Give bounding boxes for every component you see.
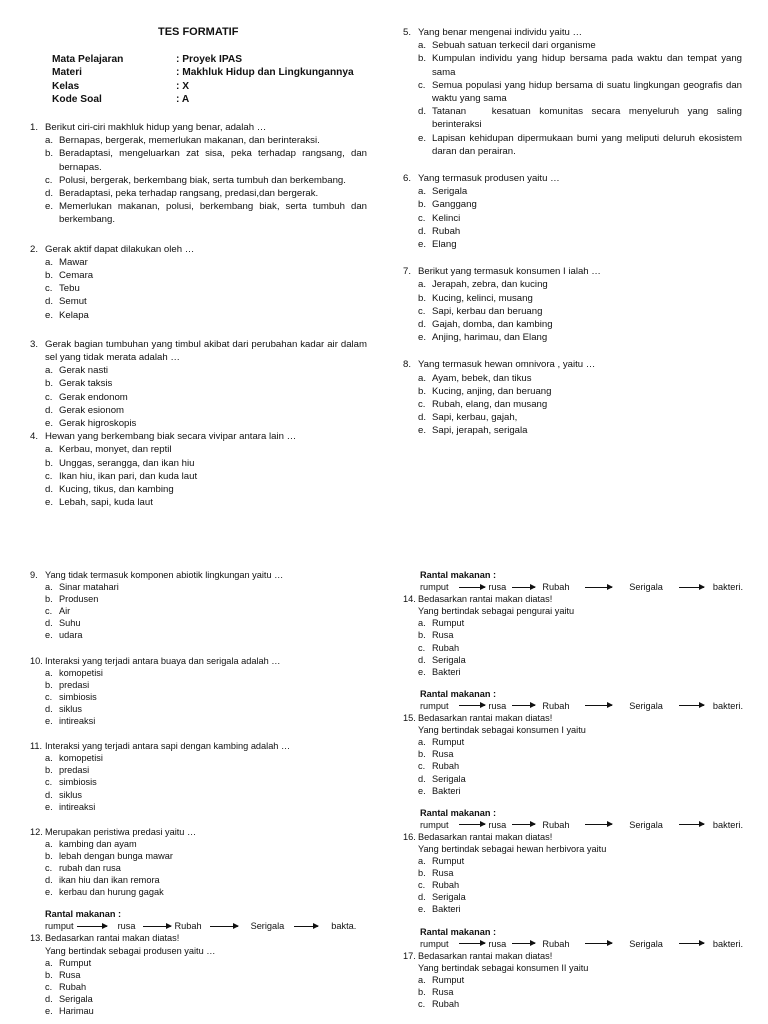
option-a: a. Mawar bbox=[45, 256, 88, 268]
food-chain-heading: Rantal makanan : bbox=[45, 909, 122, 920]
page-2 bbox=[0, 555, 768, 1024]
option-a: a. Serigala bbox=[418, 186, 468, 198]
option-c: c. Semua populasi yang hidup bersama di suatu lingkungan geografis dan waktu yang sama bbox=[418, 79, 742, 105]
chain-item-serigala: Serigala bbox=[250, 921, 285, 932]
chain-item-rumput: rumput bbox=[420, 700, 449, 711]
option-d: d. Tatanan kesatuan komunitas secara menyeluruh yang saling berinteraksi bbox=[418, 106, 745, 131]
option-a: a. komopetisi bbox=[45, 667, 103, 678]
option-d: d. Serigala bbox=[45, 993, 93, 1004]
option-d: d. Gerak esionom bbox=[45, 404, 125, 416]
option-d: d. Kucing, tikus, dan kambing bbox=[45, 484, 174, 496]
option-d: d. ikan hiu dan ikan remora bbox=[45, 875, 160, 886]
arrow-right-icon bbox=[459, 943, 486, 944]
arrow-right-icon bbox=[585, 587, 612, 588]
option-a: a. Rumput bbox=[418, 974, 465, 985]
option-b: b. Beradaptasi, mengeluarkan zat sisa, peka terhadap rangsang, dan bernapas. bbox=[45, 148, 367, 173]
option-c: c. Polusi, bergerak, berkembang biak, serta tumbuh dan berkembang. bbox=[45, 174, 346, 186]
chain-item-bakteri: bakteri. bbox=[712, 700, 744, 711]
option-d: d. Suhu bbox=[45, 618, 81, 629]
option-c: c. Sapi, kerbau dan beruang bbox=[418, 305, 543, 317]
chain-item-bakteri: bakteri. bbox=[712, 819, 744, 830]
option-d: d. siklus bbox=[45, 789, 82, 800]
page1-left-column bbox=[30, 121, 367, 509]
option-e: e. Memerlukan makanan, polusi, berkembang biak, serta tumbuh dan berkembang. bbox=[45, 201, 367, 226]
options bbox=[418, 185, 742, 251]
chain-item-bakteri: bakteri. bbox=[712, 938, 744, 949]
option-b: b. Kucing, kelinci, musang bbox=[418, 292, 533, 304]
options bbox=[418, 39, 745, 158]
option-d: d. Semut bbox=[45, 296, 87, 308]
option-e: e. Elang bbox=[418, 239, 457, 251]
arrow-right-icon bbox=[512, 943, 535, 944]
food-chain bbox=[420, 581, 743, 593]
option-a: a. kambing dan ayam bbox=[45, 838, 137, 849]
option-d: d. Sapi, kerbau, gajah, bbox=[418, 412, 518, 424]
arrow-right-icon bbox=[585, 705, 612, 706]
arrow-right-icon bbox=[294, 926, 318, 927]
question-7: 7. Berikut yang termasuk konsumen I ialah … a. Jerapah, zebra, dan kucing b. Kucing, kelinci, musang c. Sapi, kerbau dan beruang d. Gajah, domba, dan kambing e. Anjing, harimau, dan Elang bbox=[403, 265, 742, 344]
food-chain bbox=[420, 938, 743, 950]
food-chain bbox=[420, 700, 743, 712]
chain-item-rumput: rumput bbox=[420, 582, 449, 593]
option-d: d. siklus bbox=[45, 703, 82, 714]
arrow-right-icon bbox=[679, 943, 704, 944]
food-chain-block bbox=[420, 807, 743, 831]
option-d: d. Serigala bbox=[418, 654, 466, 665]
chain-item-rusa: rusa bbox=[488, 938, 507, 949]
chain-item-rumput: rumput bbox=[420, 938, 449, 949]
food-chain-heading: Rantal makanan : bbox=[420, 926, 497, 937]
chain-item-rusa: rusa bbox=[488, 819, 507, 830]
chain-item-rumput: rumput bbox=[420, 819, 449, 830]
option-e: e. Sapi, jerapah, serigala bbox=[418, 425, 528, 437]
option-a: a. komopetisi bbox=[45, 753, 103, 764]
option-e: e. Lebah, sapi, kuda laut bbox=[45, 497, 153, 509]
chain-item-rubah: Rubah bbox=[542, 700, 570, 711]
option-b: b. Kumpulan individu yang hidup bersama pada waktu dan tempat yang sama bbox=[418, 53, 742, 78]
options bbox=[45, 957, 370, 1017]
arrow-right-icon bbox=[459, 705, 486, 706]
chain-item-serigala: Serigala bbox=[629, 582, 663, 593]
option-e: e. Bakteri bbox=[418, 904, 461, 915]
option-a: a. Jerapah, zebra, dan kucing bbox=[418, 279, 548, 291]
options bbox=[45, 838, 370, 898]
options bbox=[45, 134, 367, 226]
info-row-material: Materi : Makhluk Hidup dan Lingkungannya bbox=[52, 67, 354, 79]
options bbox=[45, 581, 370, 641]
test-info bbox=[52, 53, 354, 107]
option-e: e. Harimau bbox=[45, 1006, 94, 1016]
option-c: c. Gerak endonom bbox=[45, 391, 128, 403]
option-a: a. Kerbau, monyet, dan reptil bbox=[45, 444, 172, 456]
chain-item-rubah: Rubah bbox=[542, 819, 570, 830]
option-b: b. predasi bbox=[45, 765, 90, 776]
question-15: 15. Bedasarkan rantai makan diatas! Yang bertindak sebagai konsumen I yaitu a. Rumput b. Rusa c. Rubah d. Serigala e. Bakteri bbox=[403, 712, 743, 797]
option-e: e. udara bbox=[45, 630, 83, 641]
option-b: b. Ganggang bbox=[418, 199, 477, 211]
option-b: b. Gerak taksis bbox=[45, 378, 113, 390]
option-b: b. Rusa bbox=[418, 868, 454, 879]
food-chain bbox=[420, 819, 743, 831]
question-1: 1. Berikut ciri-ciri makhluk hidup yang benar, adalah … a. Bernapas, bergerak, memerlukan makanan, dan berinteraksi. b. Beradaptasi, mengeluarkan zat sisa, peka terhadap rangsang, dan bernapas. c. Polusi, bergerak, berkembang biak, serta tumbuh dan berkembang. d. Beradaptasi, peka terhadap rangsang, predasi,dan bergerak. e. Memerlukan makanan, polusi, berkembang biak, serta tumbuh dan berkembang. bbox=[30, 122, 367, 226]
option-a: a. Rumput bbox=[45, 957, 92, 968]
question-6: 6. Yang termasuk produsen yaitu … a. Serigala b. Ganggang c. Kelinci d. Rubah e. Elang bbox=[403, 172, 742, 251]
question-9: 9. Yang tidak termasuk komponen abiotik lingkungan yaitu … a. Sinar matahari b. Produsen c. Air d. Suhu e. udara bbox=[30, 569, 370, 642]
option-d: d. Gajah, domba, dan kambing bbox=[418, 319, 553, 331]
option-d: d. Rubah bbox=[418, 225, 461, 237]
chain-item-bakteri: bakteri. bbox=[712, 582, 744, 593]
arrow-right-icon bbox=[679, 824, 704, 825]
food-chain bbox=[45, 920, 370, 932]
arrow-right-icon bbox=[143, 926, 171, 927]
chain-item-rubah: Rubah bbox=[542, 582, 570, 593]
option-b: b. Rusa bbox=[418, 630, 454, 641]
chain-item-rubah: Rubah bbox=[174, 921, 202, 932]
options bbox=[45, 443, 367, 509]
option-b: b. Rusa bbox=[418, 749, 454, 760]
option-c: c. Rubah bbox=[418, 642, 460, 653]
food-chain-block bbox=[420, 926, 743, 950]
chain-item-rusa: rusa bbox=[488, 582, 507, 593]
question-4: 4. Hewan yang berkembang biak secara vivipar antara lain … a. Kerbau, monyet, dan reptil b. Unggas, serangga, dan ikan hiu c. Ikan hiu, ikan pari, dan kuda laut d. Kucing, tikus, dan kambing e. Lebah, sapi, kuda laut bbox=[30, 430, 367, 509]
food-chain-block bbox=[420, 688, 743, 712]
chain-item-rubah: Rubah bbox=[542, 938, 570, 949]
option-e: e. intireaksi bbox=[45, 801, 96, 812]
option-b: b. predasi bbox=[45, 679, 90, 690]
options bbox=[418, 736, 743, 796]
food-chain-heading: Rantal makanan : bbox=[420, 570, 497, 580]
question-16: 16. Bedasarkan rantai makan diatas! Yang bertindak sebagai hewan herbivora yaitu a. Rumput b. Rusa c. Rubah d. Serigala e. Bakteri bbox=[403, 831, 743, 916]
option-b: b. Kucing, anjing, dan beruang bbox=[418, 385, 552, 397]
page2-left-column bbox=[30, 569, 370, 1017]
option-b: b. Cemara bbox=[45, 270, 94, 282]
question-8: 8. Yang termasuk hewan omnivora , yaitu … a. Ayam, bebek, dan tikus b. Kucing, anjing, dan beruang c. Rubah, elang, dan musang d. Sapi, kerbau, gajah, e. Sapi, jerapah, serigala bbox=[403, 358, 742, 437]
option-d: d. Serigala bbox=[418, 892, 466, 903]
chain-item-serigala: Serigala bbox=[629, 700, 663, 711]
option-c: c. Tebu bbox=[45, 283, 80, 295]
test-title: TES FORMATIF bbox=[158, 26, 239, 38]
option-a: a. Rumput bbox=[418, 618, 465, 629]
option-a: a. Rumput bbox=[418, 856, 465, 867]
question-2: 2. Gerak aktif dapat dilakukan oleh … a. Mawar b. Cemara c. Tebu d. Semut e. Kelapa bbox=[30, 243, 367, 322]
chain-item-serigala: Serigala bbox=[629, 819, 663, 830]
food-chain-heading: Rantal makanan : bbox=[420, 688, 497, 699]
question-17: 17. Bedasarkan rantai makan diatas! Yang bertindak sebagai konsumen II yaitu a. Rumput b. Rusa c. Rubah bbox=[403, 950, 743, 1010]
option-c: c. simbiosis bbox=[45, 777, 97, 788]
option-c: c. Rubah bbox=[418, 999, 460, 1010]
option-b: b. lebah dengan bunga mawar bbox=[45, 850, 173, 861]
arrow-right-icon bbox=[459, 587, 486, 588]
option-c: c. rubah dan rusa bbox=[45, 862, 121, 873]
options bbox=[418, 278, 742, 344]
question-14: 14. Bedasarkan rantai makan diatas! Yang bertindak sebagai pengurai yaitu a. Rumput b. Rusa c. Rubah d. Serigala e. Bakteri bbox=[403, 593, 743, 678]
option-c: c. Rubah bbox=[418, 761, 460, 772]
arrow-right-icon bbox=[679, 705, 704, 706]
option-e: e. intireaksi bbox=[45, 716, 96, 727]
option-e: e. Kelapa bbox=[45, 309, 89, 321]
options bbox=[418, 372, 742, 438]
arrow-right-icon bbox=[512, 587, 535, 588]
food-chain-block bbox=[45, 908, 370, 932]
option-c: c. Air bbox=[45, 606, 71, 617]
chain-item-rumput: rumput bbox=[45, 921, 74, 932]
options bbox=[418, 617, 743, 677]
options bbox=[45, 752, 370, 812]
question-11: 11. Interaksi yang terjadi antara sapi dengan kambing adalah … a. komopetisi b. predasi c. simbiosis d. siklus e. intireaksi bbox=[30, 740, 370, 813]
option-a: a. Bernapas, bergerak, memerlukan makanan, dan berinteraksi. bbox=[45, 135, 320, 147]
option-b: b. Rusa bbox=[418, 987, 454, 997]
option-c: c. Ikan hiu, ikan pari, dan kuda laut bbox=[45, 470, 198, 482]
option-c: c. Rubah, elang, dan musang bbox=[418, 399, 548, 411]
arrow-right-icon bbox=[679, 587, 704, 588]
option-b: b. Produsen bbox=[45, 594, 99, 605]
food-chain-block bbox=[420, 569, 743, 593]
question-10: 10. Interaksi yang terjadi antara buaya dan serigala adalah … a. komopetisi b. predasi c. simbiosis d. siklus e. intireaksi bbox=[30, 655, 370, 728]
option-b: b. Rusa bbox=[45, 969, 81, 980]
info-row-class: Kelas : X bbox=[52, 80, 190, 92]
option-c: c. simbiosis bbox=[45, 691, 97, 702]
option-e: e. kerbau dan hurung gagak bbox=[45, 887, 164, 898]
page1-right-column bbox=[403, 26, 745, 438]
chain-item-serigala: Serigala bbox=[629, 938, 663, 949]
options bbox=[418, 974, 743, 1010]
arrow-right-icon bbox=[459, 824, 486, 825]
question-12: 12. Merupakan peristiwa predasi yaitu … a. kambing dan ayam b. lebah dengan bunga mawar c. rubah dan rusa d. ikan hiu dan ikan remora e. kerbau dan hurung gagak bbox=[30, 826, 370, 899]
options bbox=[418, 855, 743, 915]
option-b: b. Unggas, serangga, dan ikan hiu bbox=[45, 457, 195, 469]
option-e: e. Anjing, harimau, dan Elang bbox=[418, 332, 548, 344]
question-3: 3. Gerak bagian tumbuhan yang timbul akibat dari perubahan kadar air dalam sel yang tidak merata adalah … a. Gerak nasti b. Gerak taksis c. Gerak endonom d. Gerak esionom e. Gerak higroskopis bbox=[30, 338, 367, 430]
arrow-right-icon bbox=[512, 705, 535, 706]
option-c: c. Rubah bbox=[45, 981, 87, 992]
option-a: a. Ayam, bebek, dan tikus bbox=[418, 372, 532, 384]
chain-item-bakteri: bakta. bbox=[331, 921, 357, 932]
options bbox=[45, 667, 370, 727]
option-c: c. Kelinci bbox=[418, 212, 461, 224]
option-a: a. Rumput bbox=[418, 737, 465, 748]
option-e: e. Bakteri bbox=[418, 666, 461, 677]
chain-item-rusa: rusa bbox=[117, 921, 136, 932]
food-chain-heading: Rantal makanan : bbox=[420, 807, 497, 818]
arrow-right-icon bbox=[585, 943, 612, 944]
arrow-right-icon bbox=[77, 926, 107, 927]
option-a: a. Gerak nasti bbox=[45, 365, 109, 377]
info-row-code: Kode Soal : A bbox=[52, 94, 190, 106]
options bbox=[45, 256, 367, 322]
page2-right-column bbox=[403, 569, 743, 1010]
question-5: 5. Yang benar mengenai individu yaitu … a. Sebuah satuan terkecil dari organisme b. Kumpulan individu yang hidup bersama pada waktu dan tempat yang sama c. Semua populasi yang hidup bersama di suatu lingkungan geografis dan waktu yang sama d. Tatanan kesatuan komunitas secara menyeluruh yang saling berinteraksi e. Lapisan kehidupan dipermukaan bumi yang meliputi deluruh ekosistem daran dan perairan. bbox=[403, 27, 745, 157]
info-row-subject: Mata Pelajaran : Proyek IPAS bbox=[52, 54, 243, 65]
option-e: e. Bakteri bbox=[418, 785, 461, 796]
option-d: d. Beradaptasi, peka terhadap rangsang, predasi,dan bergerak. bbox=[45, 188, 319, 200]
option-e: e. Gerak higroskopis bbox=[45, 418, 137, 430]
question-13: 13. Bedasarkan rantai makan diatas! Yang bertindak sebagai produsen yaitu … a. Rumput b. Rusa c. Rubah d. Serigala e. Harimau bbox=[30, 932, 370, 1017]
option-d: d. Serigala bbox=[418, 773, 466, 784]
option-e: e. Lapisan kehidupan dipermukaan bumi yang meliputi deluruh ekosistem daran dan perairan. bbox=[418, 132, 742, 157]
arrow-right-icon bbox=[585, 824, 612, 825]
options bbox=[45, 364, 367, 430]
option-a: a. Sinar matahari bbox=[45, 582, 119, 593]
chain-item-rusa: rusa bbox=[488, 700, 507, 711]
arrow-right-icon bbox=[210, 926, 238, 927]
option-a: a. Sebuah satuan terkecil dari organisme bbox=[418, 40, 596, 52]
option-c: c. Rubah bbox=[418, 880, 460, 891]
arrow-right-icon bbox=[512, 824, 535, 825]
